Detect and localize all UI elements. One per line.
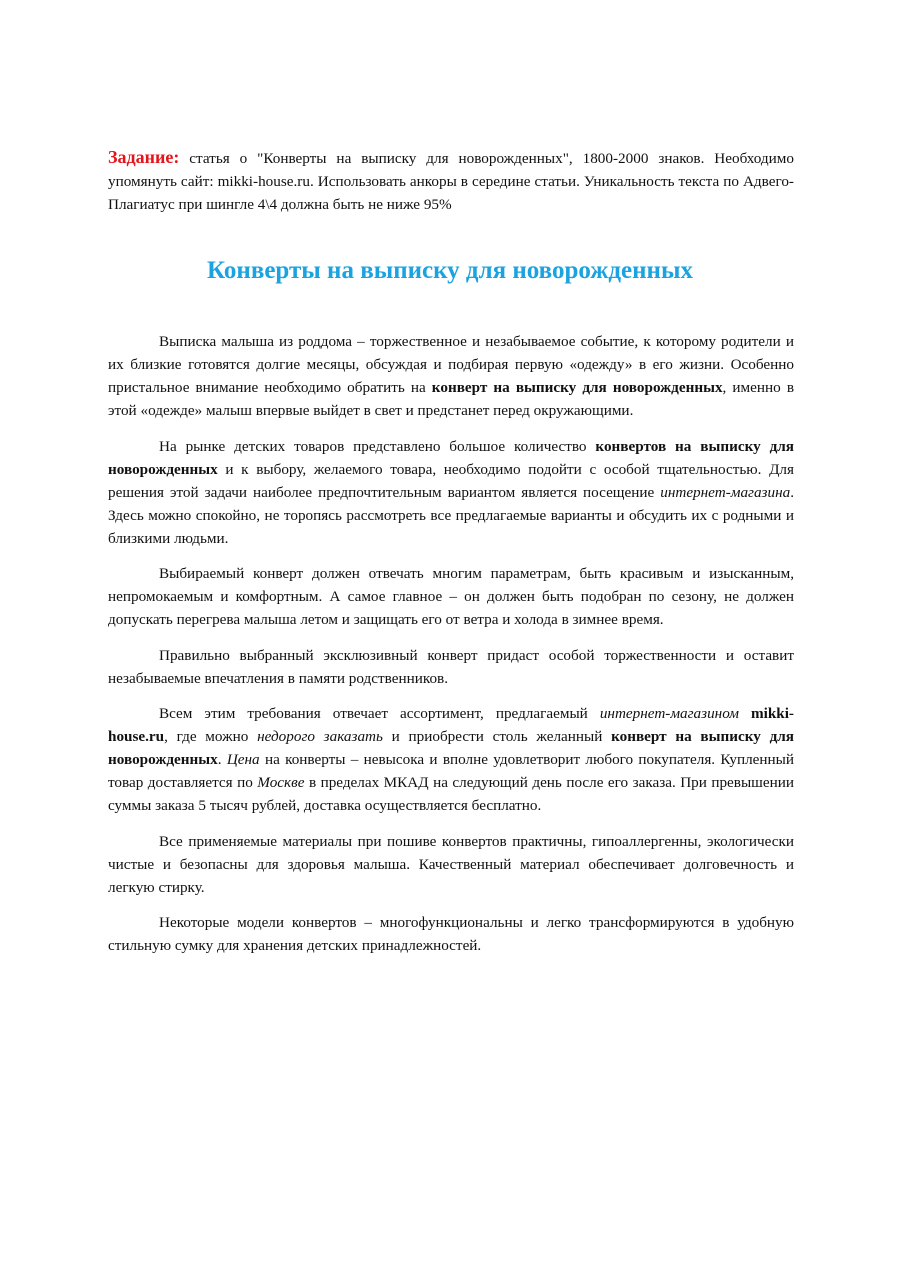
paragraph-text: Выбираемый конверт должен отвечать многим параметрам, быть красивым и изысканным, непромокаемым и комфортным. А самое главное – он должен быть подобран по сезону, не должен допускать перегрева малыша летом и защищать его от ветра и холода в зимнее время. bbox=[108, 565, 794, 628]
paragraph-text: Всем этим требования отвечает ассортимент, предлагаемый bbox=[159, 705, 600, 722]
paragraph-text: На рынке детских товаров представлено большое количество bbox=[159, 437, 596, 455]
paragraph-text: , именно в этой «одежде» малыш впервые выйдет в свет и предстанет перед окружающими. bbox=[108, 379, 794, 419]
paragraph-2 bbox=[108, 435, 794, 550]
article-title: Конверты на выписку для новорожденных bbox=[207, 257, 693, 284]
italic-keyword: недорого заказать bbox=[257, 728, 383, 745]
article-body bbox=[108, 330, 794, 970]
site-name: mikki-house.ru bbox=[108, 705, 794, 745]
paragraph-text: Правильно выбранный эксклюзивный конверт придаст особой торжественности и оставит незабываемые впечатления в памяти родственников. bbox=[108, 646, 794, 687]
keyword-anchor: конверт на выписку для новорожденных bbox=[108, 728, 794, 768]
paragraph-text: и приобрести столь желанный bbox=[382, 728, 612, 745]
paragraph-7 bbox=[108, 911, 794, 957]
italic-keyword: Цена bbox=[226, 751, 260, 768]
paragraph-text: и к выбору, желаемого товара, необходимо подойти с особой тщательностью. Для решения этой задачи наиболее предпочтительным вариантом является посещение bbox=[108, 460, 794, 501]
paragraph-5 bbox=[108, 702, 794, 817]
paragraph-text: , где можно bbox=[164, 728, 258, 745]
task-description bbox=[108, 146, 794, 216]
paragraph-3 bbox=[108, 562, 794, 631]
keyword-anchor: конвертов на выписку для новорожденных bbox=[108, 437, 794, 478]
paragraph-text: на конверты – невысока и вполне удовлетворит любого покупателя. Купленный товар доставляется по bbox=[108, 751, 794, 791]
paragraph-text: Некоторые модели конвертов – многофункциональны и легко трансформируются в удобную стильную сумку для хранения детских принадлежностей. bbox=[108, 914, 794, 954]
paragraph-4 bbox=[108, 644, 794, 690]
italic-keyword: интернет-магазином bbox=[599, 705, 739, 722]
paragraph-text: . Здесь можно спокойно, не торопясь рассмотреть все предлагаемые варианты и обсудить их с родными и близкими людьми. bbox=[108, 483, 794, 547]
paragraph-1 bbox=[108, 330, 794, 422]
task-text: статья о "Конверты на выписку для новорожденных", 1800-2000 знаков. Необходимо упомянуть сайт: mikki-house.ru. Использовать анкоры в середине статьи. Уникальность текста по Адвего-Плагиатус при шингле 4\4 должна быть не ниже 95% bbox=[108, 150, 794, 213]
paragraph-text bbox=[739, 705, 751, 722]
paragraph-text: . bbox=[217, 751, 227, 768]
italic-keyword: Москве bbox=[257, 774, 305, 791]
italic-keyword: интернет-магазина bbox=[660, 483, 791, 501]
paragraph-6 bbox=[108, 830, 794, 899]
paragraph-text: в пределах МКАД на следующий день после его заказа. При превышении суммы заказа 5 тысяч рублей, доставка осуществляется бесплатно. bbox=[108, 774, 794, 814]
keyword-anchor: конверт на выписку для новорожденных bbox=[431, 379, 723, 396]
task-label: Задание: bbox=[108, 147, 180, 167]
paragraph-text: Выписка малыша из роддома – торжественное и незабываемое событие, к которому родители и их близкие готовятся долгие месяцы, обсуждая и подбирая первую «одежду» в его жизни. Особенно пристальное внимание необходимо обратить на bbox=[108, 333, 794, 396]
paragraph-text: Все применяемые материалы при пошиве конвертов практичны, гипоаллергенны, экологически чистые и безопасны для здоровья малыша. Качественный материал обеспечивает долговечность и легкую стирку. bbox=[108, 832, 794, 896]
